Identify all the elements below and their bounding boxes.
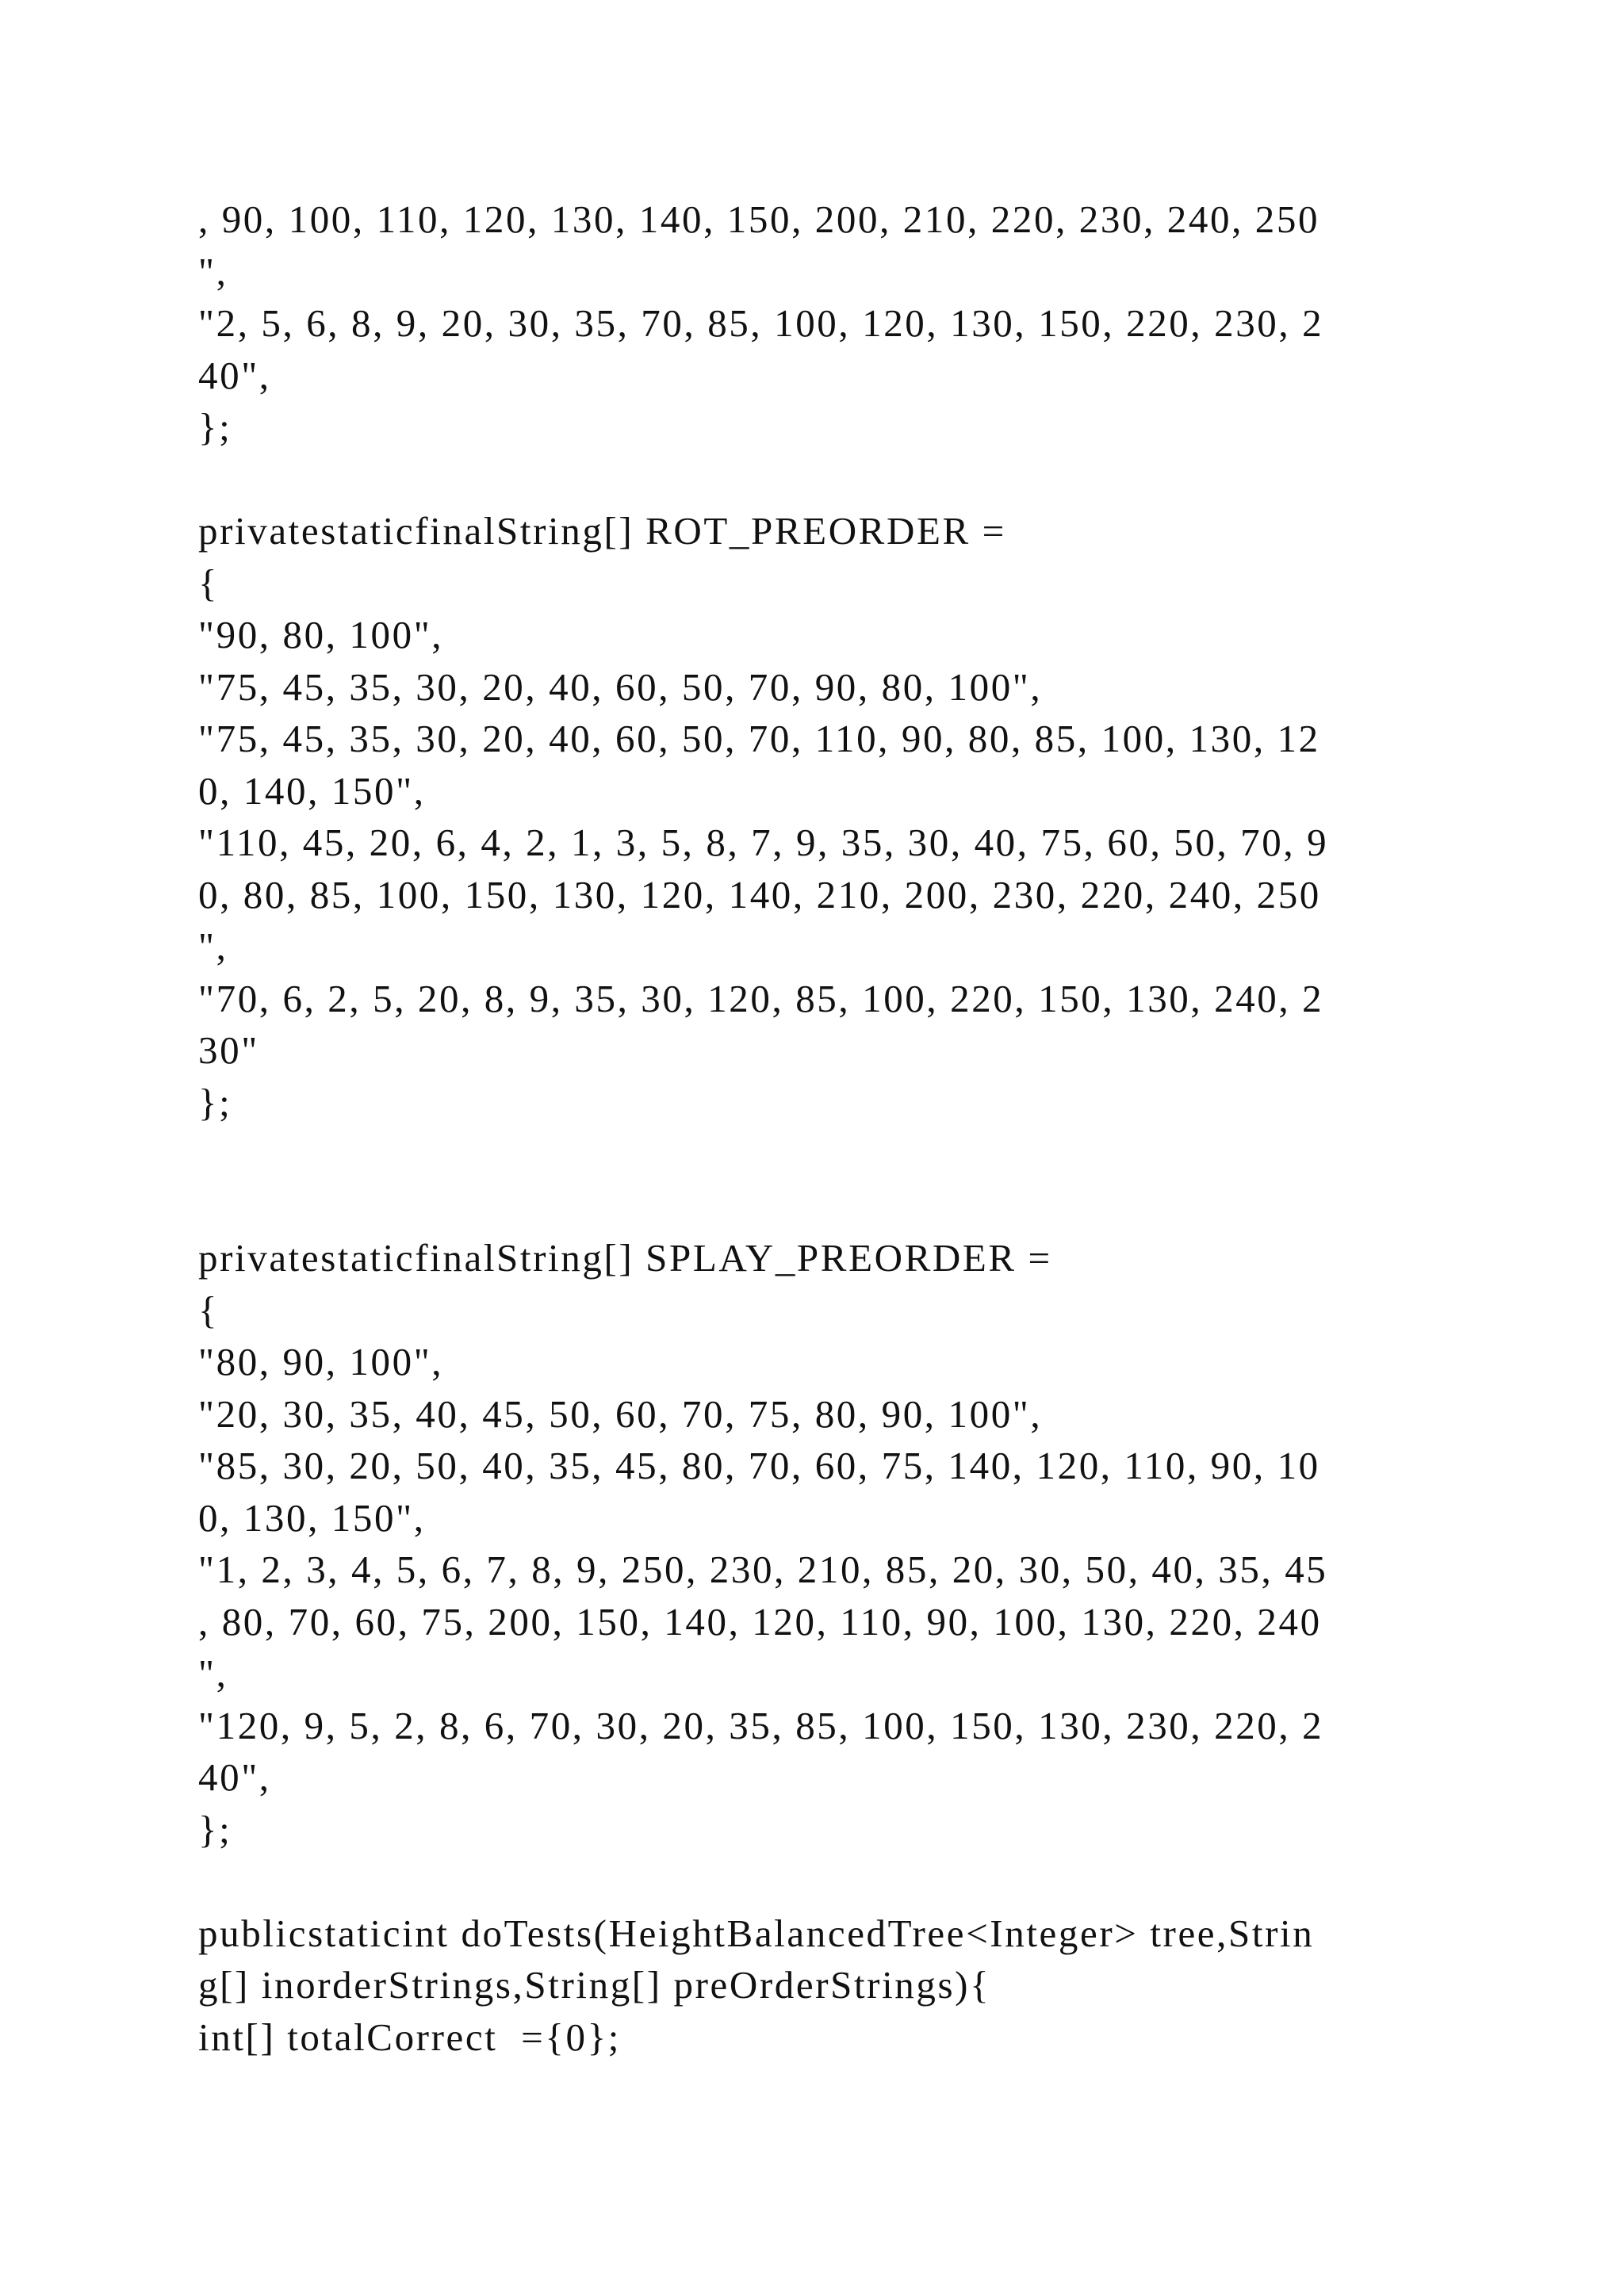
code-line: privatestaticfinalString[] SPLAY_PREORDER = xyxy=(198,1236,1052,1280)
code-line: ", xyxy=(198,1651,228,1695)
code-line: 30" xyxy=(198,1028,259,1072)
code-line: "110, 45, 20, 6, 4, 2, 1, 3, 5, 8, 7, 9, 35, 30, 40, 75, 60, 50, 70, 9 xyxy=(198,821,1329,864)
code-line: "85, 30, 20, 50, 40, 35, 45, 80, 70, 60, 75, 140, 120, 110, 90, 10 xyxy=(198,1444,1320,1487)
blank-line xyxy=(198,1128,1546,1181)
code-line: ", xyxy=(198,249,228,293)
code-line: }; xyxy=(198,1807,232,1851)
code-line: , 80, 70, 60, 75, 200, 150, 140, 120, 110, 90, 100, 130, 220, 240 xyxy=(198,1599,1322,1644)
code-line: "80, 90, 100", xyxy=(198,1340,444,1383)
blank-line xyxy=(198,1855,1546,1908)
code-line: "120, 9, 5, 2, 8, 6, 70, 30, 20, 35, 85, 100, 150, 130, 230, 220, 2 xyxy=(198,1703,1324,1747)
code-line: privatestaticfinalString[] ROT_PREORDER = xyxy=(198,509,1006,553)
code-line: 40", xyxy=(198,353,271,397)
code-line: "75, 45, 35, 30, 20, 40, 60, 50, 70, 110, 90, 80, 85, 100, 130, 12 xyxy=(198,717,1320,760)
code-line: ", xyxy=(198,924,228,968)
code-line: "2, 5, 6, 8, 9, 20, 30, 35, 70, 85, 100, 120, 130, 150, 220, 230, 2 xyxy=(198,301,1324,345)
code-line: }; xyxy=(198,405,232,449)
code-line: 0, 130, 150", xyxy=(198,1495,426,1540)
code-line: "75, 45, 35, 30, 20, 40, 60, 50, 70, 90, 80, 100", xyxy=(198,664,1043,709)
code-line: "90, 80, 100", xyxy=(198,613,444,656)
document-page xyxy=(198,193,1546,2063)
code-line: publicstaticint doTests(HeightBalancedTree<Integer> tree,Strin xyxy=(198,1911,1315,1955)
code-line: g[] inorderStrings,String[] preOrderStrings){ xyxy=(198,1963,991,2007)
code-line: "20, 30, 35, 40, 45, 50, 60, 70, 75, 80, 90, 100", xyxy=(198,1391,1043,1436)
code-line: { xyxy=(198,561,220,605)
code-line: { xyxy=(198,1288,220,1332)
code-line: 0, 140, 150", xyxy=(198,768,426,813)
code-line: , 90, 100, 110, 120, 130, 140, 150, 200, 210, 220, 230, 240, 250 xyxy=(198,197,1320,241)
code-line: }; xyxy=(198,1080,232,1124)
code-line: 40", xyxy=(198,1755,271,1799)
code-line: int[] totalCorrect ={0}; xyxy=(198,2015,621,2059)
blank-line xyxy=(198,1181,1546,1233)
code-line: "1, 2, 3, 4, 5, 6, 7, 8, 9, 250, 230, 210, 85, 20, 30, 50, 40, 35, 45 xyxy=(198,1548,1328,1591)
code-line: "70, 6, 2, 5, 20, 8, 9, 35, 30, 120, 85, 100, 220, 150, 130, 240, 2 xyxy=(198,976,1324,1020)
blank-line xyxy=(198,453,1546,506)
code-line: 0, 80, 85, 100, 150, 130, 120, 140, 210, 200, 230, 220, 240, 250 xyxy=(198,872,1321,916)
